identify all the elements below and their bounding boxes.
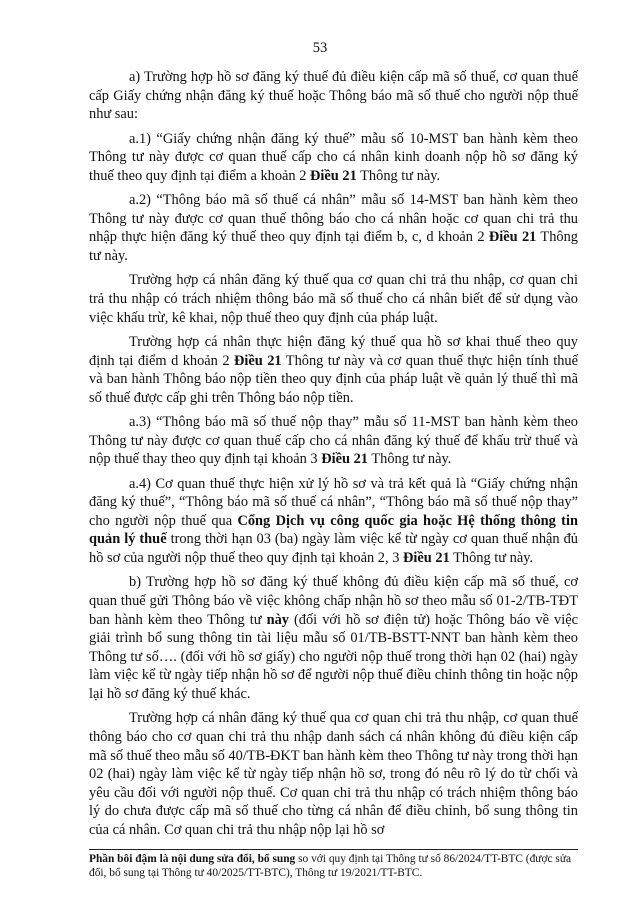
footnote-text: so với quy định tại Thông tư số 86/2024/TT-BTC (được sửa đổi, bổ sung tại Thông tư 40/2025/TT-BTC), Thông tư 19/2021/TT-BTC. bbox=[89, 853, 572, 879]
bold-text: Điều 21 bbox=[321, 451, 368, 468]
document-body bbox=[89, 68, 578, 845]
paragraph: a) Trường hợp hồ sơ đăng ký thuế đủ điều kiện cấp mã số thuế, cơ quan thuế cấp Giấy chứng nhận đăng ký thuế hoặc Thông báo mã số thuế cho người nộp thuế như sau: bbox=[89, 69, 578, 123]
bold-text: Điều 21 bbox=[488, 229, 537, 246]
paragraph: Trường hợp cá nhân đăng ký thuế qua cơ quan chi trả thu nhập, cơ quan chi trả thu nhập có trách nhiệm thông báo mã số thuế cho cá nhân biết để sử dụng vào việc khấu trừ, kê khai, nộp thuế theo quy định của pháp luật. bbox=[89, 272, 578, 326]
paragraph: Trường hợp cá nhân đăng ký thuế qua cơ quan chi trả thu nhập, cơ quan thuế thông báo cho cơ quan chi trả thu nhập danh sách cá nhân không đủ điều kiện cấp mã số thuế theo mẫu số 40/TB-ĐKT ban hành kèm theo Thông tư này trong thời hạn 02 (hai) ngày làm việc kể từ ngày tiếp nhận hồ sơ, trong đó nêu rõ lý do từ chối và yêu cầu đối với người nộp thuế. Cơ quan chi trả thu nhập có trách nhiệm thông báo lý do chưa được cấp mã số thuế cho từng cá nhân để điều chỉnh, bổ sung thông tin của cá nhân. Cơ quan chi trả thu nhập nộp lại hồ sơ bbox=[89, 710, 578, 838]
page-number: 53 bbox=[312, 40, 328, 56]
paragraph: b) Trường hợp hồ sơ đăng ký thuế không đủ điều kiện cấp mã số thuế, cơ quan thuế gửi Thông báo về việc không chấp nhận hồ sơ theo mẫu số 01-2/TB-TĐT ban hành kèm theo Thông tư này (đối với hồ sơ điện tử) hoặc Thông báo về việc giải trình bổ sung thông tin tài liệu mẫu số 01/TB-BSTT-NNT ban hành kèm theo Thông tư số…. (đối với hồ sơ giấy) cho người nộp thuế trong thời hạn 02 (hai) ngày làm việc kể từ ngày tiếp nhận hồ sơ để người nộp thuế điều chỉnh thông tin hoặc nộp lại hồ sơ đăng ký thuế khác. bbox=[89, 574, 578, 702]
bold-text: Điều 21 bbox=[403, 550, 450, 567]
bold-text: Điều 21 bbox=[233, 352, 282, 369]
bold-text: Cổng Dịch vụ công quốc gia hoặc Hệ thống thông tin quản lý thuế bbox=[89, 512, 578, 548]
bold-text: Điều 21 bbox=[310, 167, 357, 184]
bold-text: này bbox=[266, 611, 289, 628]
paragraph: a.4) Cơ quan thuế thực hiện xử lý hồ sơ và trả kết quả là “Giấy chứng nhận đăng ký thuế”, “Thông báo mã số thuế cá nhân”, “Thông báo mã số thuế nộp thay” cho người nộp thuế qua Cổng Dịch vụ công quốc gia hoặc Hệ thống thông tin quản lý thuế trong thời hạn 03 (ba) ngày làm việc kể từ ngày cơ quan thuế nhận đủ hồ sơ của người nộp thuế theo quy định tại khoản 2, 3 Điều 21 Thông tư này. bbox=[89, 475, 578, 567]
footnote-bold: Phần bôi đậm là nội dung sửa đổi, bổ sung bbox=[89, 853, 296, 865]
paragraph: Trường hợp cá nhân thực hiện đăng ký thuế qua hồ sơ khai thuế theo quy định tại điểm d khoản 2 Điều 21 Thông tư này và cơ quan thuế thực hiện tính thuế và ban hành Thông báo nộp tiền theo quy định của pháp luật về quản lý thuế thì mã số thuế được cấp ghi trên Thông báo nộp tiền. bbox=[89, 333, 578, 406]
paragraph: a.1) “Giấy chứng nhận đăng ký thuế” mẫu số 10-MST ban hành kèm theo Thông tư này được cơ quan thuế cấp cho cá nhân kinh doanh nộp hồ sơ đăng ký thuế theo quy định tại điểm a khoản 2 Điều 21 Thông tư này. bbox=[89, 130, 578, 184]
footnote-divider bbox=[89, 849, 578, 850]
paragraph: a.2) “Thông báo mã số thuế cá nhân” mẫu số 14-MST ban hành kèm theo Thông tư này được cơ quan thuế thông báo cho cá nhân hoặc cơ quan chi trả thu nhập thực hiện đăng ký thuế theo quy định tại điểm b, c, d khoản 2 Điều 21 Thông tư này. bbox=[89, 192, 578, 264]
footnote bbox=[89, 852, 584, 880]
paragraph: a.3) “Thông báo mã số thuế nộp thay” mẫu số 11-MST ban hành kèm theo Thông tư này được cơ quan thuế cấp cho cá nhân đăng ký thuế để khấu trừ thuế và nộp thuế thay theo quy định tại khoản 3 Điều 21 Thông tư này. bbox=[89, 414, 578, 468]
